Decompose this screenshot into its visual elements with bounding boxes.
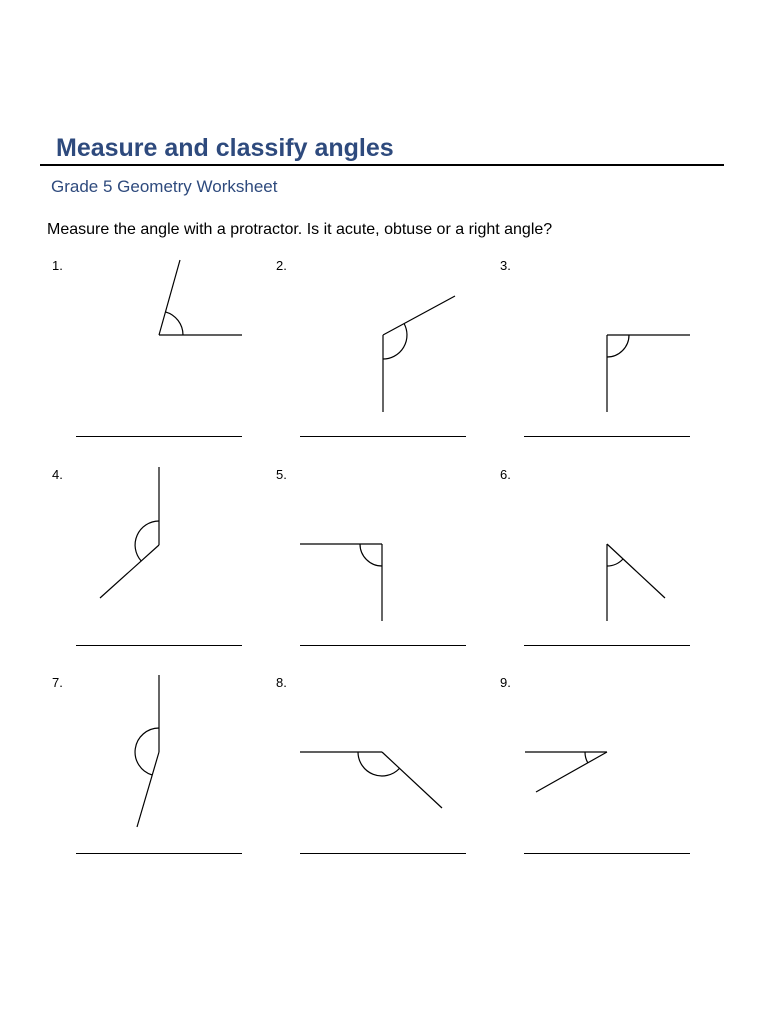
problem-7 — [52, 675, 292, 875]
angle-ray — [100, 545, 159, 598]
problem-3 — [500, 258, 740, 458]
instructions-text: Measure the angle with a protractor. Is it acute, obtuse or a right angle? — [47, 221, 553, 238]
angle-ray — [607, 544, 665, 598]
angle-arc — [607, 335, 629, 357]
angle-figure-6 — [500, 467, 740, 667]
problem-number: 9. — [500, 675, 511, 690]
problem-5 — [276, 467, 516, 667]
angle-ray — [159, 260, 180, 335]
title-underline — [40, 164, 724, 166]
answer-line-6[interactable] — [524, 645, 690, 646]
problem-number: 4. — [52, 467, 63, 482]
angle-ray — [382, 752, 442, 808]
angle-figure-5 — [276, 467, 516, 667]
angle-figure-8 — [276, 675, 516, 875]
angle-arc — [585, 752, 588, 763]
problem-9 — [500, 675, 740, 875]
worksheet-title: Measure and classify angles — [56, 134, 394, 162]
angle-arc — [358, 752, 400, 776]
problem-number: 3. — [500, 258, 511, 273]
problem-number: 7. — [52, 675, 63, 690]
problem-6 — [500, 467, 740, 667]
problem-number: 6. — [500, 467, 511, 482]
angle-figure-9 — [500, 675, 740, 875]
angle-arc — [166, 312, 184, 335]
answer-line-8[interactable] — [300, 853, 466, 854]
answer-line-3[interactable] — [524, 436, 690, 437]
angle-figure-1 — [52, 258, 292, 458]
worksheet-subtitle: Grade 5 Geometry Worksheet — [51, 177, 278, 196]
problem-number: 5. — [276, 467, 287, 482]
angle-figure-3 — [500, 258, 740, 458]
problem-number: 2. — [276, 258, 287, 273]
answer-line-4[interactable] — [76, 645, 242, 646]
angle-ray — [137, 752, 159, 827]
angle-figure-2 — [276, 258, 516, 458]
answer-line-5[interactable] — [300, 645, 466, 646]
problem-2 — [276, 258, 516, 458]
angle-ray — [383, 296, 455, 335]
problem-number: 8. — [276, 675, 287, 690]
angle-arc — [135, 728, 159, 775]
answer-line-2[interactable] — [300, 436, 466, 437]
answer-line-7[interactable] — [76, 853, 242, 854]
angle-figure-7 — [52, 675, 292, 875]
answer-line-1[interactable] — [76, 436, 242, 437]
problem-4 — [52, 467, 292, 667]
angle-ray — [536, 752, 607, 792]
angle-arc — [607, 559, 623, 566]
problem-1 — [52, 258, 292, 458]
angle-arc — [360, 544, 382, 566]
problem-number: 1. — [52, 258, 63, 273]
answer-line-9[interactable] — [524, 853, 690, 854]
problem-8 — [276, 675, 516, 875]
angle-figure-4 — [52, 467, 292, 667]
